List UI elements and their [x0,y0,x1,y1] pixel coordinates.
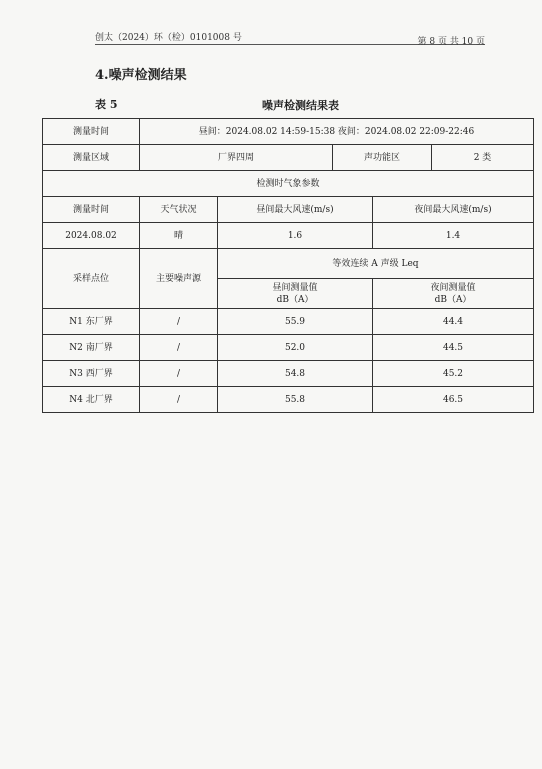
night-value-header-line1: 夜间测量值 [430,282,476,293]
weather-header-time: 测量时间 [43,197,140,223]
night-value: 44.5 [373,335,534,361]
sampling-point: N3 西厂界 [43,361,140,387]
sampling-point-header: 采样点位 [43,249,140,309]
noise-source-header: 主要噪声源 [140,249,218,309]
measure-area-value: 厂界四周 [140,145,333,171]
noise-results-table [42,118,534,413]
section-title: 4.噪声检测结果 [95,68,187,83]
weather-header-night-wind: 夜间最大风速(m/s) [373,197,534,223]
night-value-header [373,279,534,309]
night-value: 46.5 [373,387,534,413]
night-value: 44.4 [373,309,534,335]
noise-source: / [140,309,218,335]
table-row [43,361,534,387]
night-value: 45.2 [373,361,534,387]
measure-time-label: 测量时间 [43,119,140,145]
page-number: 第 8 页 共 10 页 [417,37,485,47]
night-value-header-line2: dB（A） [434,294,472,305]
func-zone-label: 声功能区 [333,145,432,171]
day-value: 54.8 [218,361,373,387]
table-title: 噪声检测结果表 [262,99,339,112]
table-number: 表 5 [95,98,118,111]
weather-header-day-wind: 昼间最大风速(m/s) [218,197,373,223]
weather-condition: 晴 [140,223,218,249]
weather-header-condition: 天气状况 [140,197,218,223]
sampling-point: N4 北厂界 [43,387,140,413]
day-value: 55.8 [218,387,373,413]
day-value-header-line1: 昼间测量值 [272,282,318,293]
table-row [43,145,534,171]
noise-source: / [140,361,218,387]
noise-source: / [140,387,218,413]
table-row [43,249,534,279]
day-value: 52.0 [218,335,373,361]
day-value-header-line2: dB（A） [276,294,314,305]
report-number: 创太（2024）环（检）0101008 号 [95,33,242,43]
day-value-header [218,279,373,309]
table-row [43,335,534,361]
sampling-point: N1 东厂界 [43,309,140,335]
table-row [43,223,534,249]
table-row [43,387,534,413]
noise-source: / [140,335,218,361]
weather-day-wind: 1.6 [218,223,373,249]
weather-night-wind: 1.4 [373,223,534,249]
page-header [95,30,485,45]
table-row [43,309,534,335]
weather-section-title: 检测时气象参数 [43,171,534,197]
sampling-point: N2 南厂界 [43,335,140,361]
table-row [43,119,534,145]
day-value: 55.9 [218,309,373,335]
table-row [43,171,534,197]
table-row [43,197,534,223]
weather-date: 2024.08.02 [43,223,140,249]
leq-header: 等效连续 A 声级 Leq [218,249,534,279]
func-zone-value: 2 类 [432,145,534,171]
measure-area-label: 测量区域 [43,145,140,171]
measure-time-value: 昼间：2024.08.02 14:59-15:38 夜间：2024.08.02 22:09-22:46 [140,119,534,145]
